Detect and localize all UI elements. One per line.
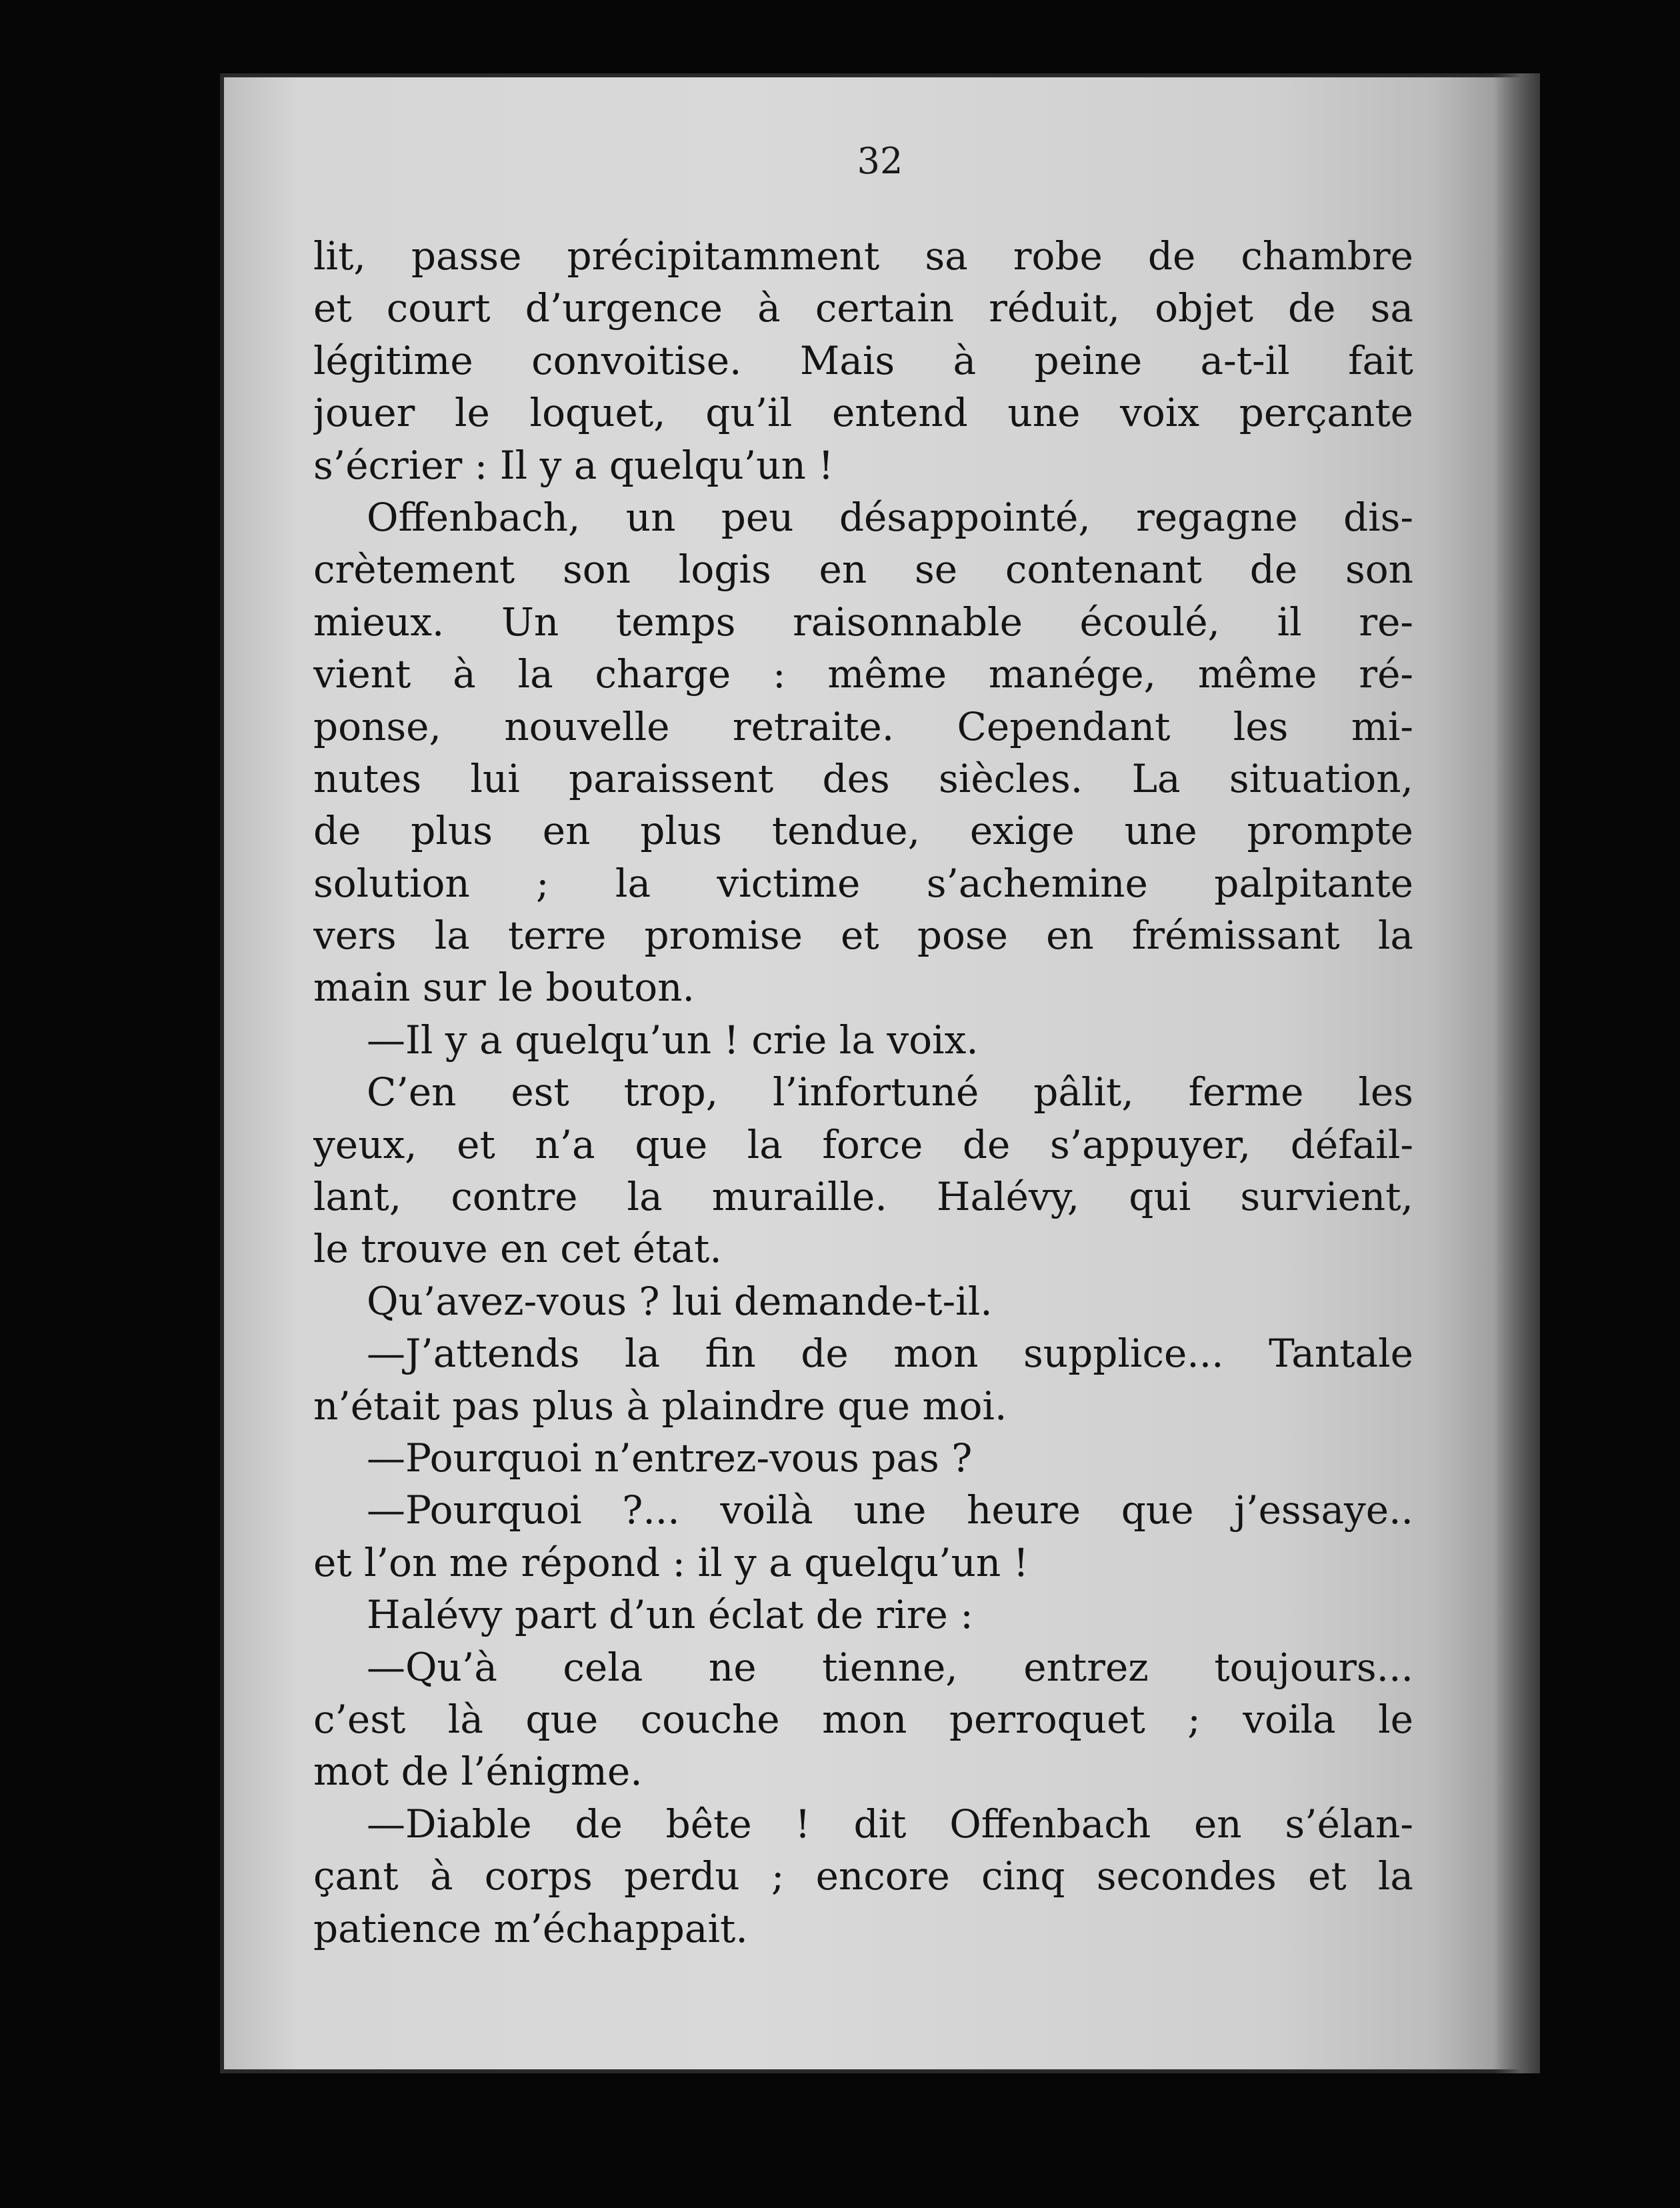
text-line: c’est là que couche mon perroquet ; voila le	[313, 1696, 1413, 1742]
page-edge-shadow	[1493, 73, 1540, 2073]
text-line: et l’on me répond : il y a quelqu’un !	[313, 1539, 1029, 1585]
text-line: C’en est trop, l’infortuné pâlit, ferme les	[367, 1069, 1413, 1115]
text-line: de plus en plus tendue, exige une prompte	[313, 808, 1413, 854]
text-line: mot de l’énigme.	[313, 1749, 643, 1795]
text-line: yeux, et n’a que la force de s’appuyer, défail-	[313, 1121, 1413, 1167]
text-line: mieux. Un temps raisonnable écoulé, il re-	[313, 599, 1413, 645]
page-number: 32	[857, 140, 903, 182]
text-line: solution ; la victime s’achemine palpitante	[313, 860, 1413, 906]
text-line: et court d’urgence à certain réduit, objet de sa	[313, 285, 1413, 331]
text-line: le trouve en cet état.	[313, 1226, 722, 1272]
text-line: s’écrier : Il y a quelqu’un !	[313, 442, 834, 488]
text-line: n’était pas plus à plaindre que moi.	[313, 1383, 1007, 1429]
text-line: —Il y a quelqu’un ! crie la voix.	[367, 1017, 979, 1063]
text-line: vers la terre promise et pose en frémissant la	[313, 913, 1413, 959]
page-body-text	[313, 230, 1413, 1955]
text-line: —Pourquoi n’entrez-vous pas ?	[367, 1435, 973, 1481]
text-line: nutes lui paraissent des siècles. La situation,	[313, 755, 1413, 801]
text-line: main sur le bouton.	[313, 965, 695, 1011]
text-line: légitime convoitise. Mais à peine a-t-il fait	[313, 337, 1413, 383]
text-line: vient à la charge : même manége, même ré-	[313, 651, 1413, 697]
text-line: lit, passe précipitamment sa robe de chambre	[313, 233, 1413, 279]
text-line: Qu’avez-vous ? lui demande-t-il.	[367, 1278, 993, 1324]
text-line: jouer le loquet, qu’il entend une voix perçante	[313, 390, 1413, 436]
text-line: —Qu’à cela ne tienne, entrez toujours...	[367, 1644, 1413, 1690]
text-line: ponse, nouvelle retraite. Cependant les mi-	[313, 703, 1413, 749]
text-line: lant, contre la muraille. Halévy, qui survient,	[313, 1174, 1413, 1220]
text-line: crètement son logis en se contenant de son	[313, 547, 1413, 593]
text-line: —J’attends la fin de mon supplice... Tantale	[367, 1331, 1413, 1377]
text-line: Offenbach, un peu désappointé, regagne dis-	[367, 494, 1413, 540]
book-page	[220, 73, 1540, 2073]
text-line: çant à corps perdu ; encore cinq secondes et la	[313, 1853, 1413, 1899]
text-line: patience m’échappait.	[313, 1905, 748, 1951]
text-line: —Diable de bête ! dit Offenbach en s’élan-	[367, 1801, 1413, 1847]
text-line: Halévy part d’un éclat de rire :	[367, 1592, 973, 1638]
text-line: —Pourquoi ?... voilà une heure que j’essaye..	[367, 1487, 1413, 1533]
